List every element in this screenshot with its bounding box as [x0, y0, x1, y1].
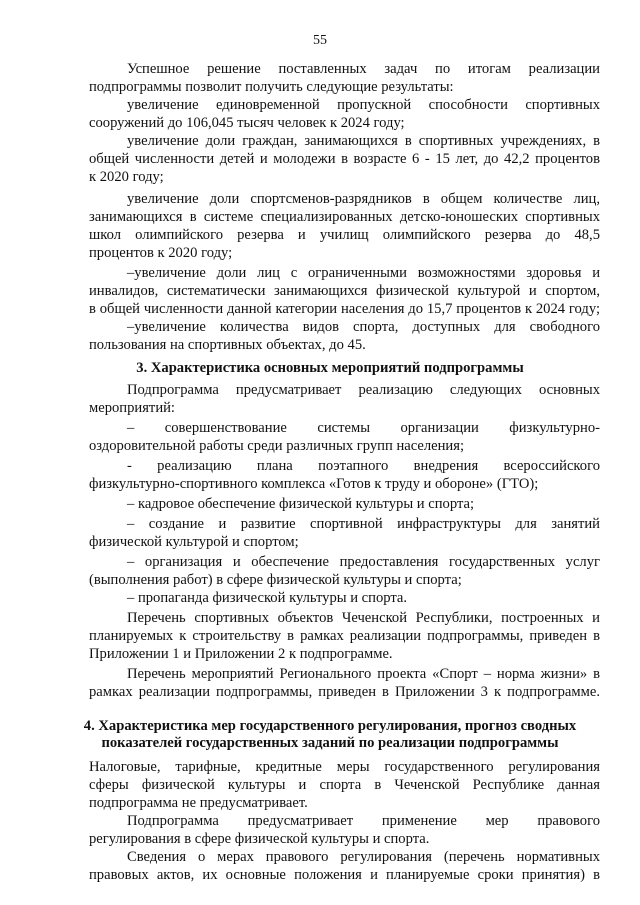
section-heading-line: 3. Характеристика основных мероприятий подпрограммы [136, 360, 524, 376]
text-line: – создание и развитие спортивной инфраструктуры для занятий [127, 516, 600, 532]
text-line: Успешное решение поставленных задач по итогам реализации [127, 61, 600, 77]
text-line: регулирования в сфере физической культуры и спорта. [89, 831, 430, 847]
text-line: –увеличение доли лиц с ограниченными возможностями здоровья и [127, 265, 600, 281]
text-line: рамках реализации подпрограммы, приведен в Приложении 3 к подпрограмме. [89, 684, 600, 700]
text-line: Подпрограмма предусматривает применение мер правового [127, 813, 600, 829]
text-line: Перечень мероприятий Регионального проекта «Спорт – норма жизни» в [127, 666, 600, 682]
text-line: занимающихся в системе специализированных детско-юношеских спортивных [89, 209, 600, 225]
text-line: (выполнения работ) в сфере физической культуры и спорта; [89, 572, 462, 588]
text-line: Сведения о мерах правового регулирования (перечень нормативных [127, 849, 600, 865]
text-line: –увеличение количества видов спорта, доступных для свободного [127, 319, 600, 335]
text-line: Приложении 1 и Приложении 2 к подпрограмме. [89, 646, 393, 662]
text-line: – совершенствование системы организации физкультурно- [127, 420, 600, 436]
text-line: физкультурно-спортивного комплекса «Готов к труду и обороне» (ГТО); [89, 476, 539, 492]
text-line: общей численности детей и молодежи в возрасте 6 - 15 лет, до 42,2 процентов [89, 151, 600, 167]
section-heading-line: показателей государственных заданий по реализации подпрограммы [101, 735, 559, 751]
text-line: правовых актов, их основные положения и планируемые сроки принятия) в [89, 867, 600, 883]
text-line: - реализацию плана поэтапного внедрения всероссийского [127, 458, 600, 474]
text-line: инвалидов, систематически занимающихся физической культурой и спортом, [89, 283, 600, 299]
text-line: Подпрограмма предусматривает реализацию следующих основных [127, 382, 600, 398]
text-line: планируемых к строительству в рамках реализации подпрограммы, приведен в [89, 628, 600, 644]
section-heading-line: 4. Характеристика мер государственного регулирования, прогноз сводных [83, 718, 577, 734]
text-line: к 2020 году; [89, 169, 164, 185]
text-line: оздоровительной работы среди различных групп населения; [89, 438, 465, 454]
page-number: 55 [313, 33, 327, 48]
text-line: Перечень спортивных объектов Чеченской Республики, построенных и [127, 610, 600, 626]
text-line: Налоговые, тарифные, кредитные меры государственного регулирования [89, 759, 600, 775]
text-line: сферы физической культуры и спорта в Чеченской Республике данная [89, 777, 600, 793]
text-line: в общей численности данной категории населения до 15,7 процентов к 2024 году; [89, 301, 600, 317]
text-line: физической культурой и спортом; [89, 534, 299, 550]
text-line: – организация и обеспечение предоставления государственных услуг [127, 554, 600, 570]
text-line: увеличение доли спортсменов-разрядников в общем количестве лиц, [127, 191, 600, 207]
text-line: сооружений до 106,045 тысяч человек к 2024 году; [89, 115, 405, 131]
text-line: подпрограммы позволит получить следующие результаты: [89, 79, 454, 95]
text-line: увеличение единовременной пропускной способности спортивных [127, 97, 600, 113]
text-line: процентов к 2020 году; [89, 245, 233, 261]
text-line: пользования на спортивных объектах, до 45. [89, 337, 366, 353]
text-line: – пропаганда физической культуры и спорта. [127, 590, 408, 606]
text-line: школ олимпийского резерва и училищ олимпийского резерва до 48,5 [89, 227, 600, 243]
text-line: увеличение доли граждан, занимающихся в спортивных учреждениях, в [127, 133, 600, 149]
text-line: мероприятий: [89, 400, 175, 416]
text-line: – кадровое обеспечение физической культуры и спорта; [127, 496, 475, 512]
text-line: подпрограмма не предусматривает. [89, 795, 308, 811]
